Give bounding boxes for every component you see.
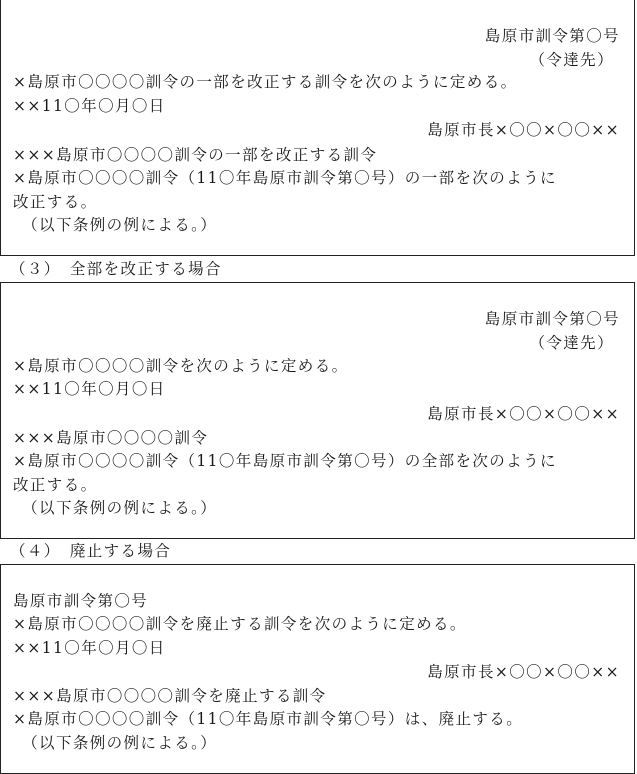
directive-number: 島原市訓令第〇号 bbox=[484, 310, 620, 328]
signer-line: 島原市長×〇〇×〇〇×× bbox=[427, 663, 620, 681]
full-amendment-example-box bbox=[0, 282, 635, 539]
note-line: （以下条例の例による。） bbox=[13, 216, 218, 234]
directive-number: 島原市訓令第〇号 bbox=[484, 27, 620, 45]
heading-repeal: （４） 廃止する場合 bbox=[10, 542, 172, 560]
note-line: （以下条例の例による。） bbox=[13, 734, 218, 752]
directive-title: ×××島原市〇〇〇〇訓令を廃止する訓令 bbox=[13, 687, 327, 705]
signer-line: 島原市長×〇〇×〇〇×× bbox=[427, 121, 620, 139]
enactment-clause: ×島原市〇〇〇〇訓令を次のように定める。 bbox=[13, 357, 349, 375]
body-line-1: ×島原市〇〇〇〇訓令（11〇年島原市訓令第〇号）は、廃止する。 bbox=[13, 710, 524, 728]
directive-title: ×××島原市〇〇〇〇訓令の一部を改正する訓令 bbox=[13, 146, 378, 164]
enactment-clause: ×島原市〇〇〇〇訓令を廃止する訓令を次のように定める。 bbox=[13, 615, 467, 633]
repeal-example-box bbox=[0, 564, 635, 774]
heading-full-amendment: （３） 全部を改正する場合 bbox=[10, 260, 222, 278]
addressee: （令達先） bbox=[529, 334, 614, 352]
date-line: ××11〇年〇月〇日 bbox=[13, 380, 166, 398]
partial-amendment-example-box bbox=[0, 0, 635, 256]
date-line: ××11〇年〇月〇日 bbox=[13, 97, 166, 115]
enactment-clause: ×島原市〇〇〇〇訓令の一部を改正する訓令を次のように定める。 bbox=[13, 73, 518, 91]
body-line-2: 改正する。 bbox=[13, 193, 98, 211]
date-line: ××11〇年〇月〇日 bbox=[13, 639, 166, 657]
addressee: （令達先） bbox=[529, 51, 614, 69]
note-line: （以下条例の例による。） bbox=[13, 499, 218, 517]
body-line-1: ×島原市〇〇〇〇訓令（11〇年島原市訓令第〇号）の全部を次のように bbox=[13, 452, 557, 470]
directive-number: 島原市訓令第〇号 bbox=[13, 592, 149, 610]
directive-title: ×××島原市〇〇〇〇訓令 bbox=[13, 429, 209, 447]
body-line-1: ×島原市〇〇〇〇訓令（11〇年島原市訓令第〇号）の一部を次のように bbox=[13, 169, 557, 187]
signer-line: 島原市長×〇〇×〇〇×× bbox=[427, 405, 620, 423]
body-line-2: 改正する。 bbox=[13, 476, 98, 494]
